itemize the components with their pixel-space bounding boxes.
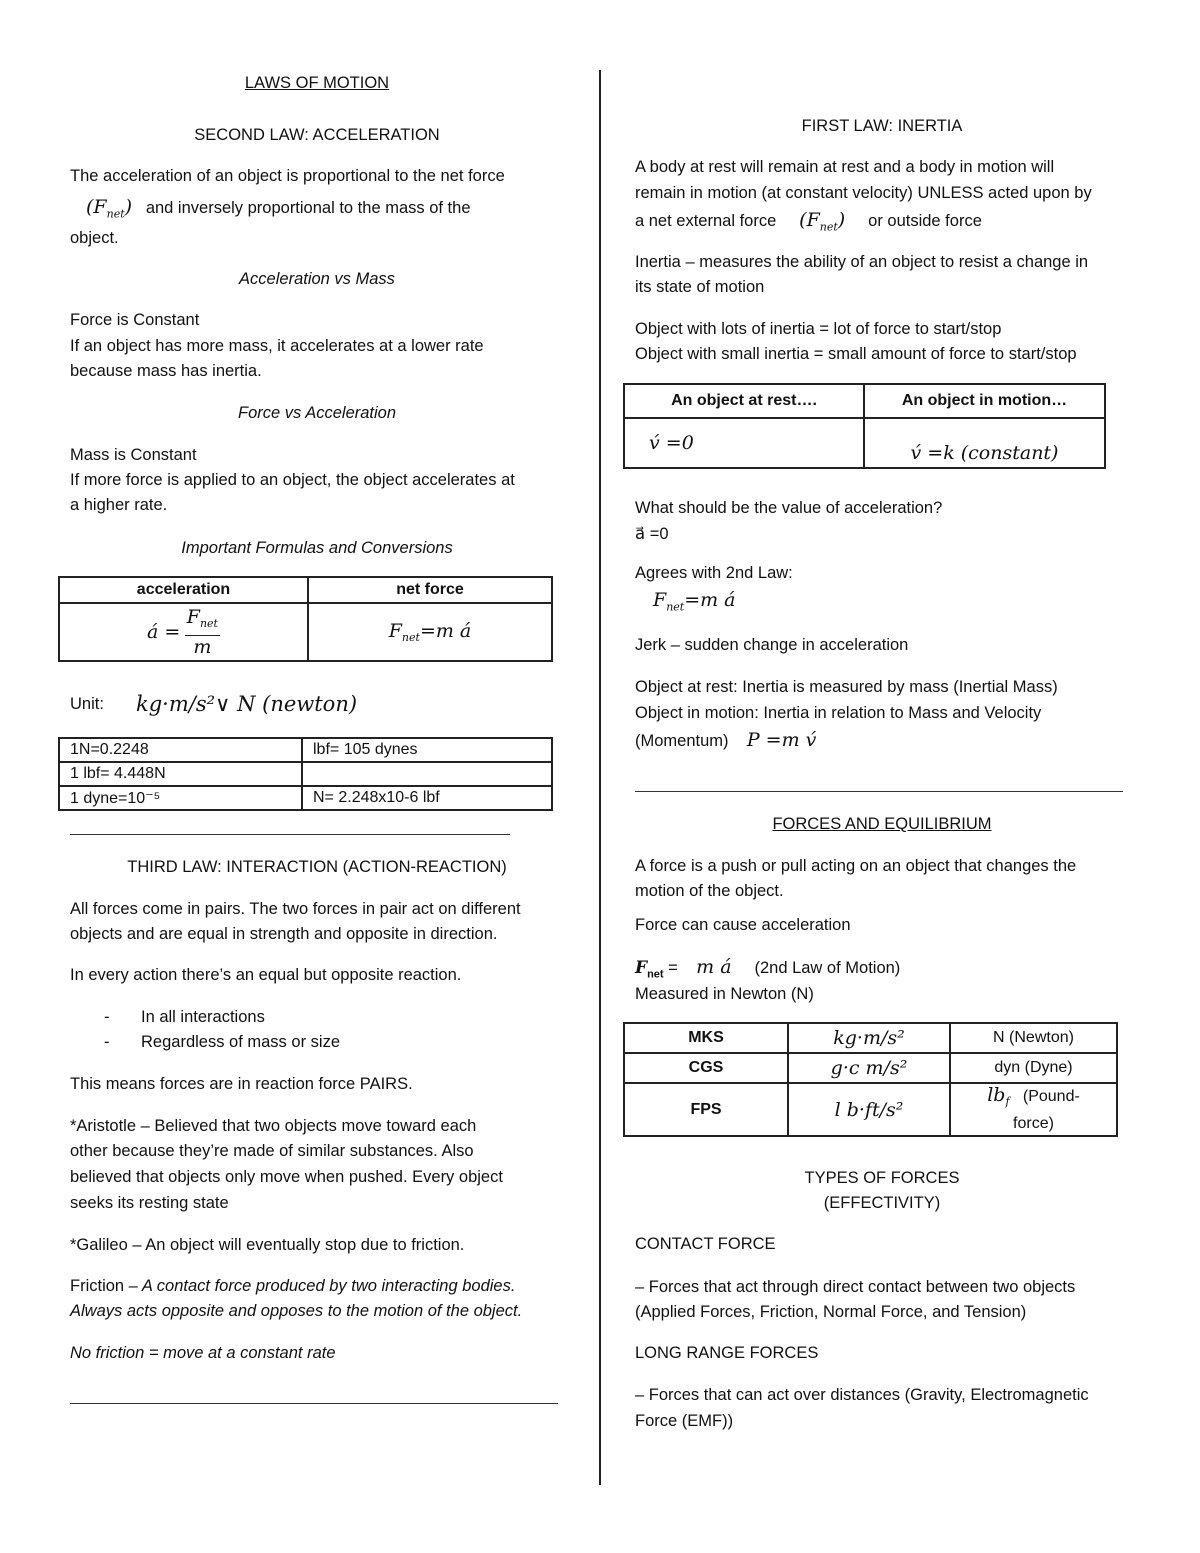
first-law-heading: FIRST LAW: INERTIA — [801, 117, 963, 135]
netforce-rhs: =m á — [419, 619, 472, 642]
netforce-sub: net — [401, 631, 420, 645]
inertia-line-2: remain in motion (at constant velocity) UNLESS acted upon by — [635, 184, 1092, 202]
unit-name: N (Newton) — [950, 1023, 1117, 1053]
every-action: In every action there’s an equal but opposite reaction. — [70, 966, 462, 984]
inertia-line-3a: a net external force — [635, 212, 777, 230]
unit-name: dyn (Dyne) — [950, 1053, 1117, 1083]
pairs-conclusion: This means forces are in reaction force PAIRS. — [70, 1075, 413, 1093]
friction-def-1: – A contact force produced by two interacting bodies. — [124, 1277, 516, 1295]
motion-formula: v́ =k (constant) — [910, 442, 1059, 464]
friction-line-2: Always acts opposite and opposes to the motion of the object. — [70, 1302, 523, 1320]
accel-num-sub: net — [199, 617, 218, 631]
intro-line-3: object. — [70, 229, 119, 247]
unit-system: MKS — [624, 1023, 788, 1053]
fnet-close: ) — [124, 196, 133, 218]
inertia-line-1: A body at rest will remain at rest and a body in motion will — [635, 158, 1055, 176]
unit-formula — [788, 1083, 950, 1136]
inertia-line-3b: or outside force — [868, 212, 982, 230]
conv-cell: lbf= 105 dynes — [302, 738, 552, 762]
long-heading: LONG RANGE FORCES — [635, 1344, 819, 1362]
fnet-bold-sub: net — [647, 968, 664, 981]
rest-motion-table — [623, 383, 1106, 469]
conv-cell: 1 lbf= 4.448N — [59, 762, 302, 786]
momentum-label: (Momentum) — [635, 732, 729, 750]
rest-inertia: Object at rest: Inertia is measured by mass (Inertial Mass) — [635, 678, 1058, 696]
types-heading-2: (EFFECTIVITY) — [823, 1194, 941, 1212]
fnet-sub: net — [819, 220, 838, 234]
conv-cell: 1N=0.2248 — [59, 738, 302, 762]
force-cause: Force can cause acceleration — [635, 916, 851, 934]
bullet-dash: - — [104, 1033, 110, 1051]
no-friction: No friction = move at a constant rate — [70, 1344, 336, 1362]
small-inertia: Object with small inertia = small amount of force to start/stop — [635, 345, 1077, 363]
lbf-sub: f — [1005, 1095, 1010, 1109]
page-title: LAWS OF MOTION — [244, 74, 390, 92]
unit-label: Unit: — [70, 695, 104, 713]
section-rule — [70, 834, 510, 835]
aristotle-line: believed that objects only move when pushed. Every object — [70, 1168, 503, 1186]
agrees-with: Agrees with 2nd Law: — [635, 564, 793, 582]
accel-denominator: m — [193, 636, 212, 659]
units-table — [623, 1022, 1118, 1137]
unit-formula: kg·m/s²∨ N (newton) — [136, 692, 358, 716]
inertia-def-2: its state of motion — [635, 278, 765, 296]
lbf-symbol: lb — [987, 1084, 1006, 1106]
inertia-def-1: Inertia – measures the ability of an object to resist a change in — [635, 253, 1089, 271]
bullet-dash: - — [104, 1008, 110, 1026]
fnet-close: ) — [837, 209, 846, 231]
accel-answer: a⃗ =0 — [635, 525, 669, 543]
netforce-f: F — [388, 619, 402, 642]
measured-in: Measured in Newton (N) — [635, 985, 814, 1003]
motion-value — [864, 418, 1105, 468]
acceleration-formula — [59, 603, 308, 661]
section-rule — [70, 1403, 558, 1404]
section-rule — [635, 791, 1123, 792]
agrees-formula — [653, 588, 736, 619]
aristotle-line: seeks its resting state — [70, 1194, 229, 1212]
unit-name-line-1: (Pound- — [1022, 1088, 1080, 1105]
friction-term: Friction — [70, 1277, 125, 1295]
contact-line-1: – Forces that act through direct contact between two objects — [635, 1278, 1076, 1296]
agrees-f: F — [653, 589, 667, 611]
pairs-line-1: All forces come in pairs. The two forces in pair act on different — [70, 900, 521, 918]
force-def-1: A force is a push or pull acting on an object that changes the — [635, 857, 1077, 875]
intro-line-2-text: and inversely proportional to the mass of the — [145, 199, 471, 217]
unit-expression: kg·m/s² — [833, 1027, 905, 1049]
conv-cell: 1 dyne=10⁻⁵ — [59, 786, 302, 810]
force-def-2: motion of the object. — [635, 882, 784, 900]
accel-numerator — [185, 606, 220, 636]
friction-line-1 — [70, 1274, 515, 1299]
pairs-line-2: objects and are equal in strength and opposite in direction. — [70, 925, 498, 943]
mass-constant-title: Mass is Constant — [70, 446, 197, 464]
unit-expression: g·c m/s² — [830, 1057, 908, 1079]
unit-name-line-2: force) — [1013, 1115, 1054, 1133]
force-constant-line-2: because mass has inertia. — [70, 362, 262, 380]
conv-cell: N= 2.248x10-6 lbf — [302, 786, 552, 810]
intro-line-2 — [86, 195, 471, 226]
third-law-heading: THIRD LAW: INTERACTION (ACTION-REACTION) — [127, 858, 507, 876]
rest-formula: v́ =0 — [649, 432, 694, 454]
mass-constant-line-1: If more force is applied to an object, the object accelerates at — [70, 471, 515, 489]
galileo: *Galileo – An object will eventually stop due to friction. — [70, 1236, 465, 1254]
inertia-line-3 — [635, 208, 982, 239]
accel-vs-mass-heading: Acceleration vs Mass — [239, 270, 395, 288]
lots-inertia: Object with lots of inertia = lot of force to start/stop — [635, 320, 1002, 338]
unit-formula — [788, 1053, 950, 1083]
aristotle-line: *Aristotle – Believed that two objects move toward each — [70, 1117, 477, 1135]
unit-name — [950, 1083, 1117, 1136]
accel-question: What should be the value of acceleration? — [635, 499, 943, 517]
aristotle-line: other because they’re made of similar substances. Also — [70, 1142, 474, 1160]
unit-formula — [788, 1023, 950, 1053]
momentum-formula: P =m v́ — [746, 729, 817, 751]
fnet-note: (2nd Law of Motion) — [754, 959, 901, 977]
unit-system: FPS — [624, 1083, 788, 1136]
formula-table — [58, 576, 553, 662]
bullet-item: In all interactions — [141, 1008, 265, 1026]
mass-constant-line-2: a higher rate. — [70, 496, 168, 514]
netforce-formula — [308, 603, 552, 661]
accel-fraction — [185, 606, 220, 658]
force-vs-accel-heading: Force vs Acceleration — [237, 404, 397, 422]
agrees-rhs: =m á — [684, 589, 736, 611]
second-law-heading: SECOND LAW: ACCELERATION — [194, 126, 440, 144]
long-line-1: – Forces that can act over distances (Gravity, Electromagnetic — [635, 1386, 1089, 1404]
contact-heading: CONTACT FORCE — [635, 1235, 776, 1253]
column-divider — [599, 70, 601, 1485]
fnet-sub: net — [106, 207, 125, 221]
momentum-line — [635, 728, 816, 754]
long-line-2: Force (EMF)) — [635, 1412, 734, 1430]
formulas-heading: Important Formulas and Conversions — [181, 539, 453, 557]
conv-cell — [302, 762, 552, 786]
types-heading-1: TYPES OF FORCES — [804, 1169, 960, 1187]
conversion-table — [58, 737, 553, 811]
agrees-sub: net — [666, 600, 685, 614]
rest-header: An object at rest…. — [624, 384, 864, 418]
rest-value — [624, 418, 864, 468]
force-constant-title: Force is Constant — [70, 311, 200, 329]
unit-expression: l b·ft/s² — [834, 1098, 904, 1121]
fnet-bold: F — [635, 958, 648, 978]
intro-line-1: The acceleration of an object is proportional to the net force — [70, 167, 505, 185]
formula-header-acceleration: acceleration — [59, 577, 308, 603]
fnet-symbol: (F — [799, 209, 820, 231]
motion-header: An object in motion… — [864, 384, 1105, 418]
accel-lhs: á = — [147, 621, 181, 643]
accel-num: F — [186, 605, 200, 628]
contact-line-2: (Applied Forces, Friction, Normal Force, and Tension) — [635, 1303, 1027, 1321]
motion-inertia: Object in motion: Inertia in relation to Mass and Velocity — [635, 704, 1042, 722]
forces-heading: FORCES AND EQUILIBRIUM — [772, 815, 992, 833]
force-constant-line-1: If an object has more mass, it accelerates at a lower rate — [70, 337, 484, 355]
bullet-item: Regardless of mass or size — [141, 1033, 340, 1051]
fnet-eq: = — [663, 959, 678, 977]
fnet-formula: m á — [696, 956, 732, 978]
fnet-symbol: (F — [86, 196, 107, 218]
unit-system: CGS — [624, 1053, 788, 1083]
formula-header-netforce: net force — [308, 577, 552, 603]
jerk: Jerk – sudden change in acceleration — [635, 636, 909, 654]
